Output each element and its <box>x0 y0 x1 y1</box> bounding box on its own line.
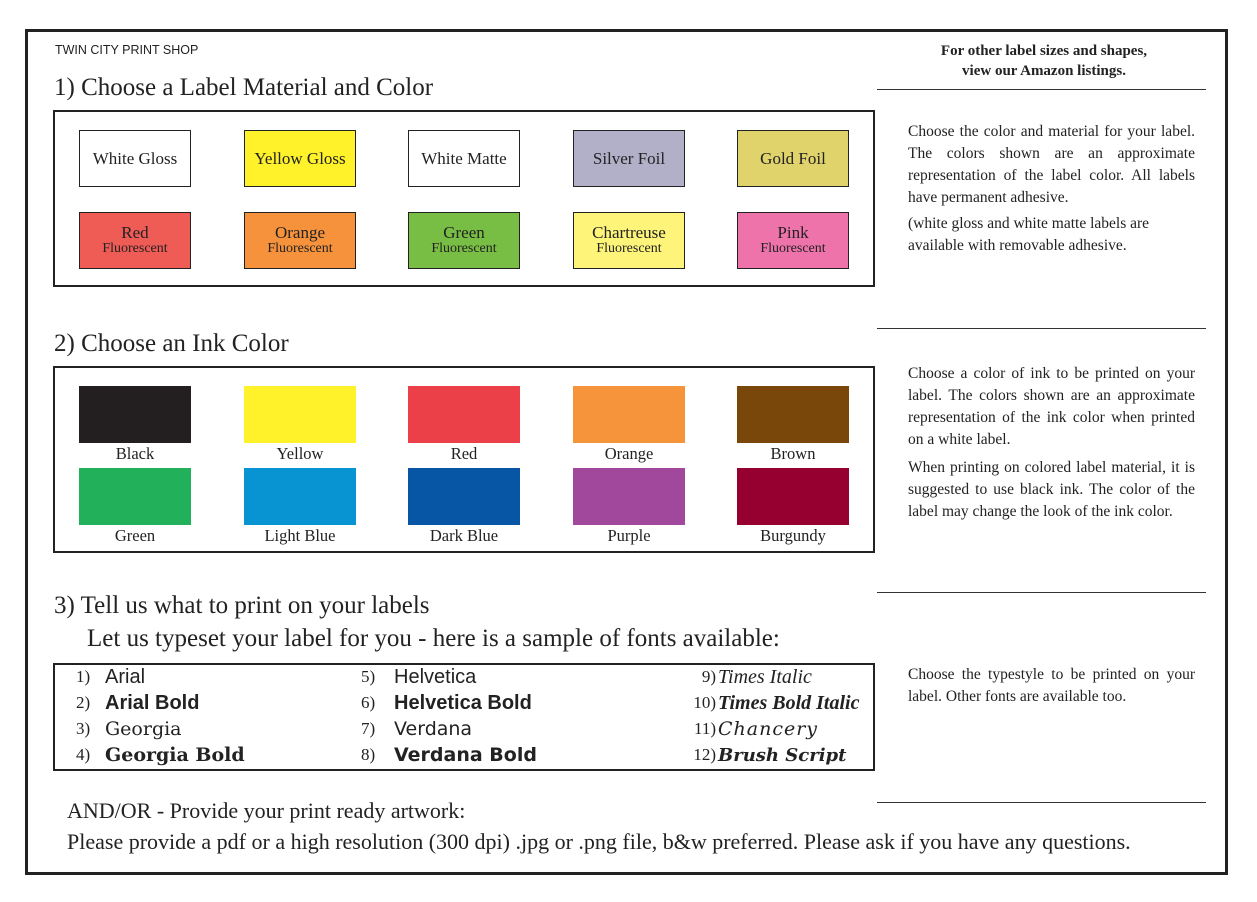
material-name: Yellow Gloss <box>254 148 346 168</box>
section3-title: 3) Tell us what to print on your labels <box>54 592 430 619</box>
font-sample-4 <box>76 742 245 768</box>
ink-swatch <box>244 386 356 443</box>
section1-description <box>908 121 1195 261</box>
font-sample-8 <box>361 742 537 768</box>
divider-rule <box>877 328 1206 329</box>
ink-swatch <box>573 468 685 525</box>
material-swatch <box>573 212 685 269</box>
material-swatch <box>408 130 520 187</box>
font-name: Arial Bold <box>105 691 200 714</box>
section3-subtitle: Let us typeset your label for you - here is a sample of fonts available: <box>87 625 780 652</box>
font-number: 10) <box>693 693 716 712</box>
ink-swatch <box>737 468 849 525</box>
material-name: Chartreuse <box>592 223 666 243</box>
ink-label: Green <box>114 526 156 545</box>
font-number: 12) <box>693 745 716 764</box>
material-swatch <box>737 212 849 269</box>
material-swatch <box>79 130 191 187</box>
artwork-heading: AND/OR - Provide your print ready artwork: <box>67 798 466 823</box>
font-number: 11) <box>693 719 716 738</box>
material-name: Silver Foil <box>592 148 666 168</box>
divider-rule <box>877 592 1206 593</box>
font-sample-11 <box>672 716 818 742</box>
font-sample-12 <box>672 742 846 768</box>
font-sample-5 <box>361 664 476 690</box>
font-number: 3) <box>76 719 91 738</box>
font-sample-7 <box>361 716 472 742</box>
material-subtype: Fluorescent <box>102 241 168 257</box>
material-swatch <box>79 212 191 269</box>
material-name: White Gloss <box>92 148 178 168</box>
amazon-note-line1: For other label sizes and shapes, <box>940 43 1148 59</box>
ink-swatch <box>408 468 520 525</box>
material-swatch <box>408 212 520 269</box>
material-subtype: Fluorescent <box>760 241 826 257</box>
material-subtype: Fluorescent <box>267 241 333 257</box>
amazon-note <box>877 41 1211 81</box>
font-number: 1) <box>76 667 91 686</box>
ink-label: Brown <box>770 444 816 463</box>
section1-desc-p1: Choose the color and material for your label. The colors shown are an approximate representation of the label color. All labels have permanent adhesive. <box>908 123 1195 206</box>
material-name: White Matte <box>421 148 507 168</box>
ink-label: Orange <box>604 444 654 463</box>
ink-swatch <box>737 386 849 443</box>
font-name: Arial <box>105 665 146 688</box>
material-name: Red <box>121 223 149 243</box>
font-name: Georgia Bold <box>105 744 245 766</box>
ink-swatch <box>408 386 520 443</box>
font-number: 7) <box>361 719 376 738</box>
material-swatch <box>737 130 849 187</box>
material-subtype: Fluorescent <box>596 241 662 257</box>
font-sample-3 <box>76 716 182 742</box>
font-name: Brush Script <box>718 744 847 766</box>
font-name: Verdana <box>394 718 473 740</box>
section2-description <box>908 363 1195 527</box>
font-name: Times Italic <box>718 665 812 688</box>
material-name: Green <box>443 223 485 243</box>
font-number: 6) <box>361 693 376 712</box>
ink-swatch <box>244 468 356 525</box>
section2-title: 2) Choose an Ink Color <box>54 330 289 357</box>
divider-rule <box>877 89 1206 90</box>
ink-label: Yellow <box>276 444 324 463</box>
ink-label: Purple <box>607 526 651 545</box>
section3-desc: Choose the typestyle to be printed on your label. Other fonts are available too. <box>908 666 1195 705</box>
material-name: Pink <box>777 223 809 243</box>
font-number: 9) <box>701 667 716 686</box>
divider-rule <box>877 802 1206 803</box>
font-number: 2) <box>76 693 91 712</box>
section1-desc-p2: (white gloss and white matte labels are available with removable adhesive. <box>908 215 1150 254</box>
font-name: Verdana Bold <box>394 744 537 766</box>
font-sample-1 <box>76 664 145 690</box>
ink-swatch <box>79 468 191 525</box>
material-name: Orange <box>274 223 326 243</box>
font-number: 8) <box>361 745 376 764</box>
ink-label: Burgundy <box>760 526 826 545</box>
font-sample-6 <box>361 690 532 716</box>
ink-swatch <box>573 386 685 443</box>
ink-label: Red <box>450 444 478 463</box>
amazon-note-line2: view our Amazon listings. <box>962 63 1126 79</box>
material-swatch <box>244 212 356 269</box>
font-name: Georgia <box>105 718 182 740</box>
font-name: Helvetica <box>394 665 477 688</box>
material-swatch <box>244 130 356 187</box>
section2-desc-p1: Choose a color of ink to be printed on your label. The colors shown are an approximate representation of the ink color when printed on a white label. <box>908 365 1195 448</box>
ink-label: Dark Blue <box>429 526 499 545</box>
artwork-instructions: Please provide a pdf or a high resolution (300 dpi) .jpg or .png file, b&w preferred. Please ask if you have any questions. <box>67 829 1131 854</box>
material-name: Gold Foil <box>760 148 826 168</box>
section2-desc-p2: When printing on colored label material, it is suggested to use black ink. The color of the label may change the look of the ink color. <box>908 459 1195 520</box>
font-number: 4) <box>76 745 91 764</box>
section1-title: 1) Choose a Label Material and Color <box>54 74 434 101</box>
font-sample-9 <box>672 664 812 690</box>
ink-label: Black <box>115 444 155 463</box>
material-subtype: Fluorescent <box>431 241 497 257</box>
font-number: 5) <box>361 667 376 686</box>
ink-label: Light Blue <box>264 526 336 545</box>
font-sample-2 <box>76 690 199 716</box>
material-swatch <box>573 130 685 187</box>
font-name: Helvetica Bold <box>394 691 532 714</box>
font-name: Chancery <box>718 718 819 740</box>
shop-name: TWIN CITY PRINT SHOP <box>55 43 199 57</box>
font-sample-10 <box>672 690 859 716</box>
font-name: Times Bold Italic <box>718 691 860 714</box>
ink-swatch <box>79 386 191 443</box>
section3-description <box>908 664 1195 712</box>
